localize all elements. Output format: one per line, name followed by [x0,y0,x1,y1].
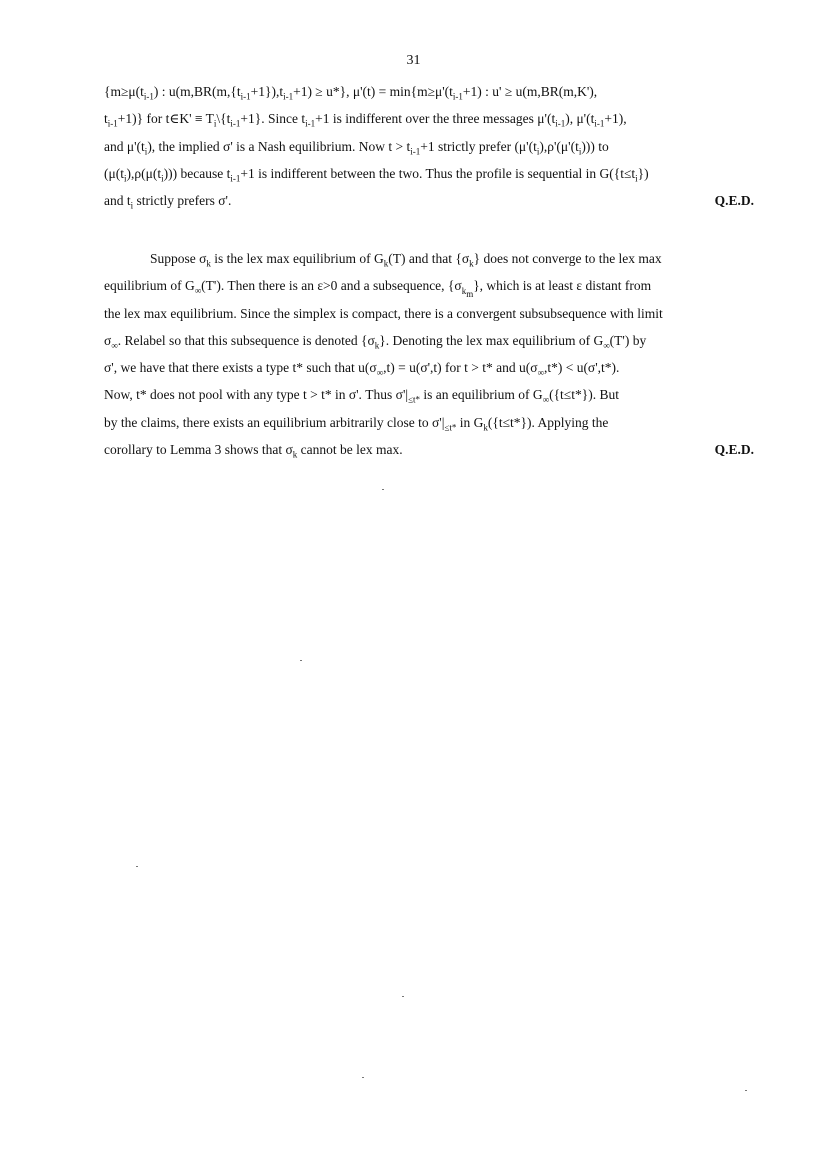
page-number: 31 [406,53,421,68]
scan-speck [745,1090,747,1091]
scan-speck [136,866,138,867]
text-line: $\sigma_\infty$. Relabel so that this subsequence is denoted $\{\sigma_k\}$. Denoting the lex max equilibrium of $G_\infty(T')$ by [104,332,647,351]
text-line: the lex max equilibrium. Since the simplex is compact, there is a convergent subsubsequence with limit [104,305,663,321]
text-line-last [104,187,754,214]
scan-speck [362,1077,364,1078]
qed-mark: Q.E.D. [714,193,754,209]
text-line-end: corollary to Lemma 3 shows that $\sigma_k$ cannot be lex max. [104,442,403,460]
text-line: $t_{i-1}+1$)} for t∈K' ≡ $T_i\backslash\{t_{i-1}+1\}$. Since $t_{i-1}+1$ is indifferent over the three messages $\mu'(t_{i-1})$, $\mu'(t_{i-1}+1)$, [104,111,627,129]
text-line: $(\mu(t_i),\rho(\mu(t_i)))$ because $t_{i-1}+1$ is indifferent between the two. Thus the profile is sequential in $G(\{t\le t_i\})$ [104,165,649,184]
scan-speck [382,489,384,490]
text-line: σ', we have that there exists a type t* such that $u(\sigma_\infty,t) = u(\sigma',t)$ for t > t* and $u(\sigma_\infty,t*) < u(\sigma',t*)$. [104,360,620,378]
scan-speck [300,660,302,661]
text-line: equilibrium of $G_\infty(T')$. Then there is an ε>0 and a subsequence, $\{\sigma_{k_m}\}$, which is at least ε distant from [104,278,652,299]
text-line: Now, t* does not pool with any type t > t* in σ'. Thus $\sigma'|_{\le t*}$ is an equilibrium of $G_\infty(\{t\le t*\})$. But [104,387,619,406]
proof-paragraph-1 [104,78,754,214]
text-line-last [104,436,754,463]
text-line-end: and $t_i$ strictly prefers σ'. [104,193,232,211]
text-line: {$m\ge\mu(t_{i-1})$ : $u(m,BR(m,\{t_{i-1}+1\}),t_{i-1}+1) \ge u*$}, $\mu'(t) = \min\{m\ge\mu'(t_{i-1}+1)$ : u' ≥ u(m,BR(m,K'), [104,84,598,102]
text-line: Suppose $\sigma_k$ is the lex max equilibrium of $G_k(T)$ and that $\{\sigma_k\}$ does not converge to the lex max [150,251,662,269]
scan-speck [402,996,404,997]
text-line: by the claims, there exists an equilibrium arbitrarily close to $\sigma'|_{\le t*}$ in $G_k(\{t\le t*\})$. Applying the [104,414,609,433]
proof-paragraph-2 [104,245,754,463]
text-line: and $\mu'(t_i)$, the implied σ' is a Nash equilibrium. Now $t > t_{i-1}+1$ strictly prefer $(\mu'(t_i),\rho'(\mu'(t_i)))$ to [104,138,609,157]
qed-mark: Q.E.D. [714,442,754,458]
